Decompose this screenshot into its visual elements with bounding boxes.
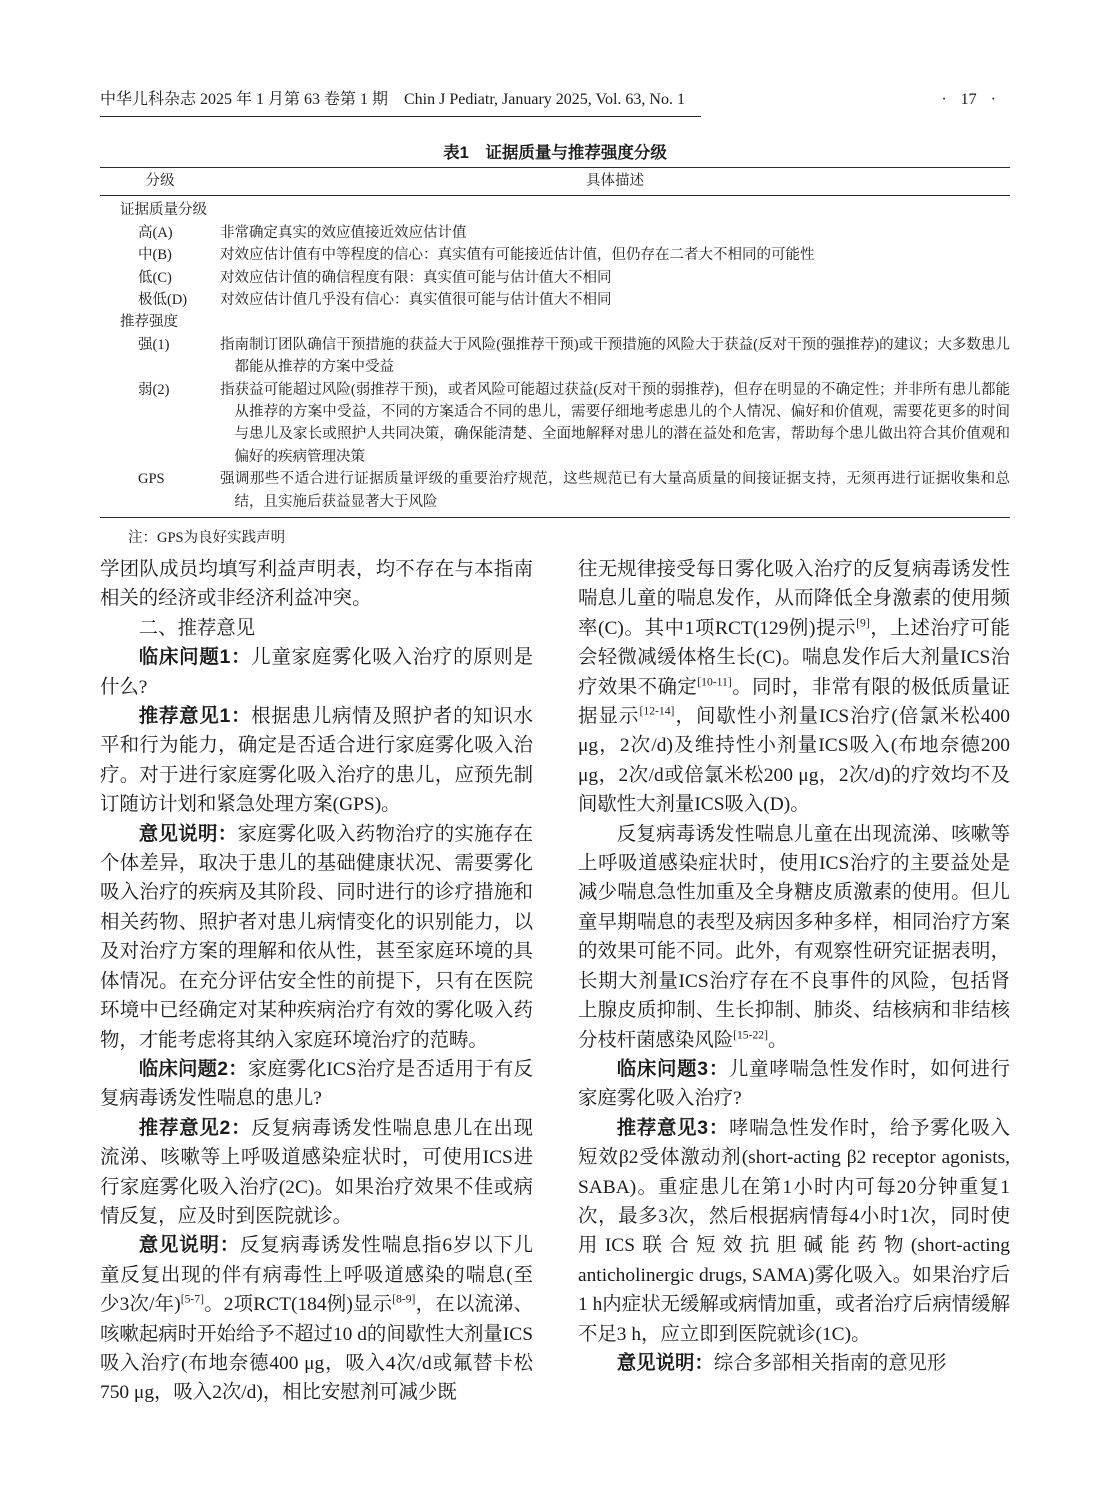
clinical-question-3: 临床问题3：儿童哮喘急性发作时，如何进行家庭雾化吸入治疗? — [578, 1057, 1010, 1110]
description-cell: 指获益可能超过风险(弱推荐干预)，或者风险可能超过获益(反对干预的弱推荐)，但存在明显的不确定性；并非所有患儿都能从推荐的方案中受益，不同的方案适合不同的患儿，需要仔细地考虑患儿的个人情况、偏好和价值观，需要花更多的时间与患儿及家长或照护人共同决策，确保能清楚、全面地解释对患儿的潜在益处和危害，帮助每个患儿做出符合其价值观和偏好的疾病管理决策 — [220, 381, 1010, 465]
explanation-2-benefits: 反复病毒诱发性喘息儿童在出现流涕、咳嗽等上呼吸道感染症状时，使用ICS治疗的主要益处是减少喘息急性加重及全身糖皮质激素的使用。但儿童早期喘息的表型及病因多种多样，相同治疗方案的效果可能不同。此外，有观察性研究证据表明，长期大剂量ICS治疗存在不良事件的风险，包括肾上腺皮质抑制、生长抑制、肺炎、结核病和非结核分枝杆菌感染风险[15-22]。 — [578, 823, 1010, 1051]
grade-cell: GPS — [138, 471, 165, 488]
page-number: · 17 · — [941, 91, 996, 108]
clinical-question-2: 临床问题2：家庭雾化ICS治疗是否适用于有反复病毒诱发性喘息的患儿? — [100, 1057, 533, 1110]
description-cell: 强调那些不适合进行证据质量评级的重要治疗规范，这些规范已有大量高质量的间接证据支持，无须再进行证据收集和总结，且实施后获益显著大于风险 — [220, 471, 1010, 510]
table-title: 表1 证据质量与推荐强度分级 — [443, 144, 667, 162]
table-row — [100, 379, 1010, 469]
section-heading: 二、推荐意见 — [138, 617, 256, 639]
description-cell: 对效应估计值几乎没有信心：真实值很可能与估计值大不相同 — [220, 292, 612, 309]
explanation-2: 意见说明：反复病毒诱发性喘息指6岁以下儿童反复出现的伴有病毒性上呼吸道感染的喘息(至少3次/年)[5-7]。2项RCT(184例)显示[8-9]，在以流涕、咳嗽起病时开始给予不超过10 d的间歇性大剂量ICS吸入治疗(布地奈德400 μg，吸入4次/d或氟替卡松750 μg，吸入2次/d)，相比安慰剂可减少既 — [100, 1234, 533, 1404]
table-row — [100, 289, 1010, 311]
grade-cell: 低(C) — [138, 269, 172, 286]
table-row — [100, 244, 1010, 266]
recommendation-3: 推荐意见3：哮喘急性发作时，给予雾化吸入短效β2受体激动剂(short-acting β2 receptor agonists, SABA)。重症患儿在第1小时内可每20分钟重复1次，最多3次，然后根据病情每4小时1次，同时使用ICS联合短效抗胆碱能药物(short-acting anticholinergic drugs, SAMA)雾化吸入。如果治疗后1 h内症状无缓解或病情加重，或者治疗后病情缓解不足3 h，应立即到医院就诊(1C)。 — [578, 1116, 1010, 1345]
grade-cell: 强(1) — [138, 336, 170, 353]
clinical-question-1: 临床问题1：儿童家庭雾化吸入治疗的原则是什么? — [100, 646, 534, 698]
table-body — [100, 196, 1010, 517]
table-header-row — [100, 168, 1010, 196]
table-row — [100, 222, 1010, 244]
table-row — [100, 199, 1010, 221]
table-footnote: 注：GPS为良好实践声明 — [128, 530, 286, 546]
column-header-description: 具体描述 — [586, 173, 644, 189]
table-row — [100, 334, 1010, 379]
recommendation-1: 推荐意见1：根据患儿病情及照护者的知识水平和行为能力，确定是否适合进行家庭雾化吸入治疗。对于进行家庭雾化吸入治疗的患儿，应预先制订随访计划和紧急处理方案(GPS)。 — [100, 705, 534, 816]
grade-cell: 证据质量分级 — [120, 202, 207, 219]
recommendation-2: 推荐意见2：反复病毒诱发性喘息患儿在出现流涕、咳嗽等上呼吸道感染症状时，可使用ICS进行家庭雾化吸入治疗(2C)。如果治疗效果不佳或病情反复，应及时到医院就诊。 — [100, 1116, 534, 1227]
journal-header-text: 中华儿科杂志 2025 年 1 月第 63 卷第 1 期 Chin J Pediatr, January 2025, Vol. 63, No. 1 — [100, 86, 701, 117]
column-header-grade: 分级 — [145, 173, 175, 189]
table-row — [100, 311, 1010, 333]
paragraph: 学团队成员均填写利益声明表，均不存在与本指南相关的经济或非经济利益冲突。 — [100, 559, 533, 610]
article-body — [100, 555, 1010, 1408]
description-cell: 对效应估计值有中等程度的信心：真实值有可能接近估计值，但仍存在二者大不相同的可能性 — [220, 247, 815, 264]
grade-cell: 推荐强度 — [120, 314, 178, 331]
explanation-2-continued: 往无规律接受每日雾化吸入治疗的反复病毒诱发性喘息儿童的喘息发作，从而降低全身激素的使用频率(C)。其中1项RCT(129例)提示[9]，上述治疗可能会轻微减缓体格生长(C)。喘息发作后大剂量ICS治疗效果不确定[10-11]。同时，非常有限的极低质量证据显示[12-14]，间歇性小剂量ICS治疗(倍氯米松400 μg，2次/d)及维持性小剂量ICS吸入(布地奈德200 μg，2次/d或倍氯米松200 μg，2次/d)的疗效均不及间歇性大剂量ICS吸入(D)。 — [578, 559, 1011, 816]
explanation-1: 意见说明：家庭雾化吸入药物治疗的实施存在个体差异，取决于患儿的基础健康状况、需要雾化吸入治疗的疾病及其阶段、同时进行的诊疗措施和相关药物、照护者对患儿病情变化的识别能力，以及对治疗方案的理解和依从性，甚至家庭环境的具体情况。在充分评估安全性的前提下，只有在医院环境中已经确定对某种疾病治疗有效的雾化吸入药物，才能考虑将其纳入家庭环境治疗的范畴。 — [100, 822, 534, 1051]
table-row — [100, 468, 1010, 513]
description-cell: 对效应估计值的确信程度有限：真实值可能与估计值大不相同 — [220, 269, 612, 286]
description-cell: 指南制订团队确信干预措施的获益大于风险(强推荐干预)或干预措施的风险大于获益(反对干预的强推荐)的建议；大多数患儿都能从推荐的方案中受益 — [220, 336, 1010, 376]
description-cell: 非常确定真实的效应值接近效应估计值 — [220, 224, 467, 241]
description-cell — [220, 311, 1010, 333]
description-cell — [220, 199, 1010, 221]
grade-cell: 中(B) — [138, 247, 172, 264]
evidence-grading-table — [100, 167, 1010, 518]
running-head — [100, 86, 1010, 117]
grade-cell: 弱(2) — [138, 381, 170, 398]
grade-cell: 极低(D) — [138, 292, 188, 309]
table-row — [100, 267, 1010, 289]
left-column — [100, 555, 533, 1408]
grade-cell: 高(A) — [138, 224, 173, 241]
right-column — [578, 555, 1010, 1408]
explanation-3: 意见说明：综合多部相关指南的意见形 — [616, 1351, 947, 1374]
